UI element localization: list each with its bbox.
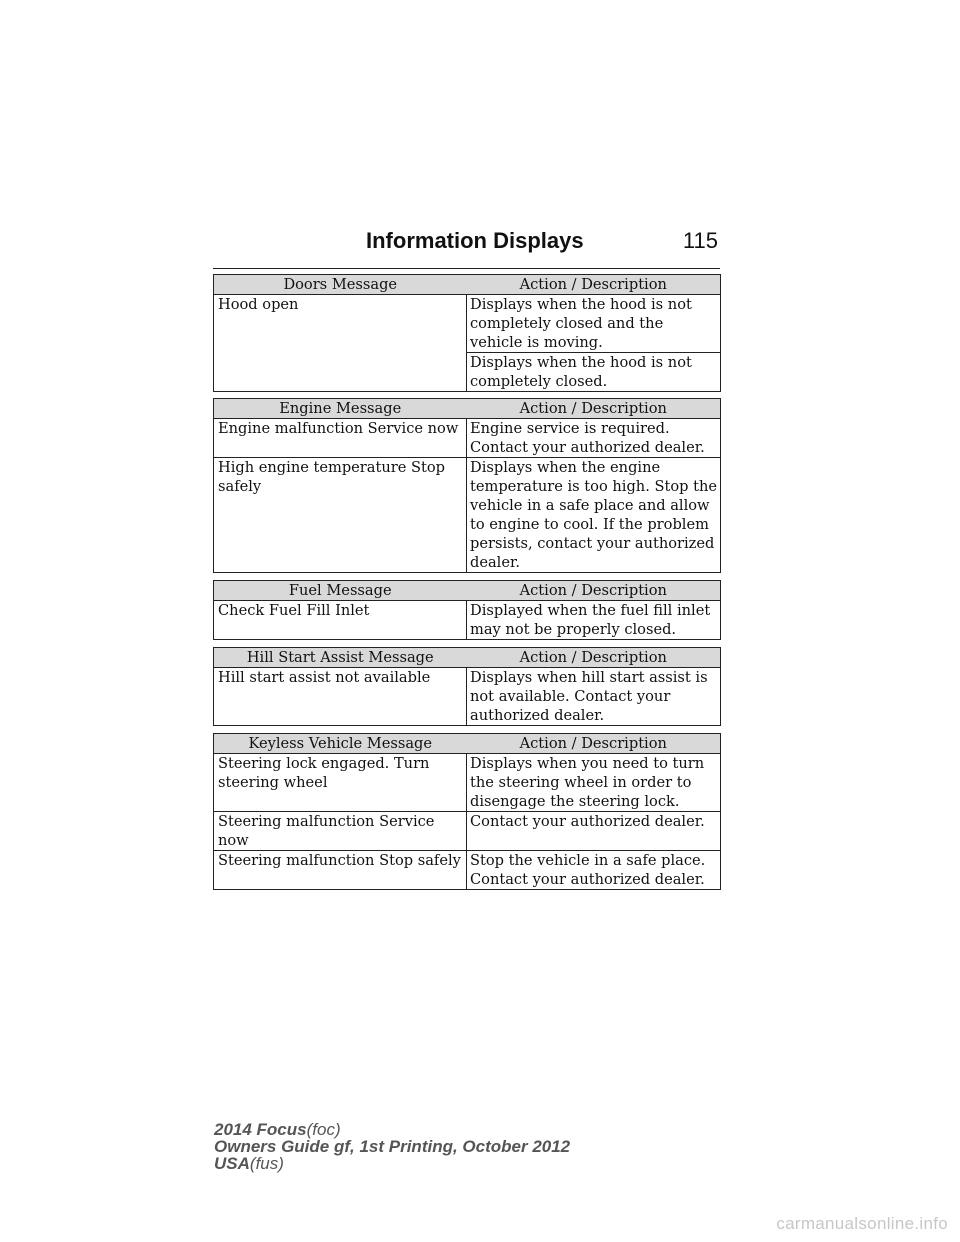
message-cell: Steering lock engaged. Turn steering wheel bbox=[214, 754, 467, 812]
column-header-description: Action / Description bbox=[467, 648, 721, 668]
table-row bbox=[214, 295, 721, 353]
column-header-message: Hill Start Assist Message bbox=[214, 648, 467, 668]
doors-message-table bbox=[213, 274, 721, 392]
description-cell: Displays when the hood is not completely closed and the vehicle is moving. bbox=[467, 295, 721, 353]
message-cell: Steering malfunction Stop safely bbox=[214, 851, 467, 890]
table-header-row bbox=[214, 734, 721, 754]
table-row bbox=[214, 851, 721, 890]
table-row bbox=[214, 458, 721, 573]
description-cell: Displays when you need to turn the steering wheel in order to disengage the steering lock. bbox=[467, 754, 721, 812]
fuel-message-table bbox=[213, 580, 721, 640]
table-header-row bbox=[214, 581, 721, 601]
table-row bbox=[214, 812, 721, 851]
description-cell: Displays when hill start assist is not available. Contact your authorized dealer. bbox=[467, 668, 721, 726]
table-row bbox=[214, 668, 721, 726]
document-footer bbox=[214, 1121, 570, 1172]
hill-start-assist-message-table bbox=[213, 647, 721, 726]
column-header-description: Action / Description bbox=[467, 581, 721, 601]
description-cell: Stop the vehicle in a safe place. Contact your authorized dealer. bbox=[467, 851, 721, 890]
footer-model: 2014 Focus bbox=[214, 1120, 307, 1139]
footer-line-model bbox=[214, 1121, 570, 1138]
keyless-vehicle-message-table bbox=[213, 733, 721, 890]
table-row bbox=[214, 754, 721, 812]
table-row bbox=[214, 601, 721, 640]
column-header-message: Engine Message bbox=[214, 399, 467, 419]
message-cell: Check Fuel Fill Inlet bbox=[214, 601, 467, 640]
description-cell: Displays when the engine temperature is too high. Stop the vehicle in a safe place and allow to engine to cool. If the problem persists, contact your authorized dealer. bbox=[467, 458, 721, 573]
column-header-message: Fuel Message bbox=[214, 581, 467, 601]
column-header-description: Action / Description bbox=[467, 734, 721, 754]
column-header-message: Keyless Vehicle Message bbox=[214, 734, 467, 754]
table-row bbox=[214, 419, 721, 458]
message-cell: Hill start assist not available bbox=[214, 668, 467, 726]
footer-edition: Owners Guide gf, 1st Printing, October 2012 bbox=[214, 1137, 571, 1156]
description-cell: Displayed when the fuel fill inlet may not be properly closed. bbox=[467, 601, 721, 640]
footer-model-code: (foc) bbox=[306, 1120, 341, 1139]
page-number: 115 bbox=[682, 228, 718, 253]
page-header bbox=[213, 228, 720, 269]
page-title: Information Displays bbox=[366, 228, 584, 253]
footer-region-code: (fus) bbox=[249, 1154, 284, 1173]
table-header-row bbox=[214, 648, 721, 668]
column-header-description: Action / Description bbox=[467, 399, 721, 419]
message-cell: High engine temperature Stop safely bbox=[214, 458, 467, 573]
column-header-description: Action / Description bbox=[467, 275, 721, 295]
engine-message-table bbox=[213, 398, 721, 573]
watermark: carmanualsonline.info bbox=[776, 1214, 948, 1233]
message-cell: Steering malfunction Service now bbox=[214, 812, 467, 851]
description-cell: Displays when the hood is not completely closed. bbox=[467, 353, 721, 392]
table-header-row bbox=[214, 275, 721, 295]
footer-region: USA bbox=[214, 1154, 250, 1173]
table-header-row bbox=[214, 399, 721, 419]
message-cell: Hood open bbox=[214, 295, 467, 392]
description-cell: Engine service is required. Contact your authorized dealer. bbox=[467, 419, 721, 458]
description-cell: Contact your authorized dealer. bbox=[467, 812, 721, 851]
message-cell: Engine malfunction Service now bbox=[214, 419, 467, 458]
column-header-message: Doors Message bbox=[214, 275, 467, 295]
